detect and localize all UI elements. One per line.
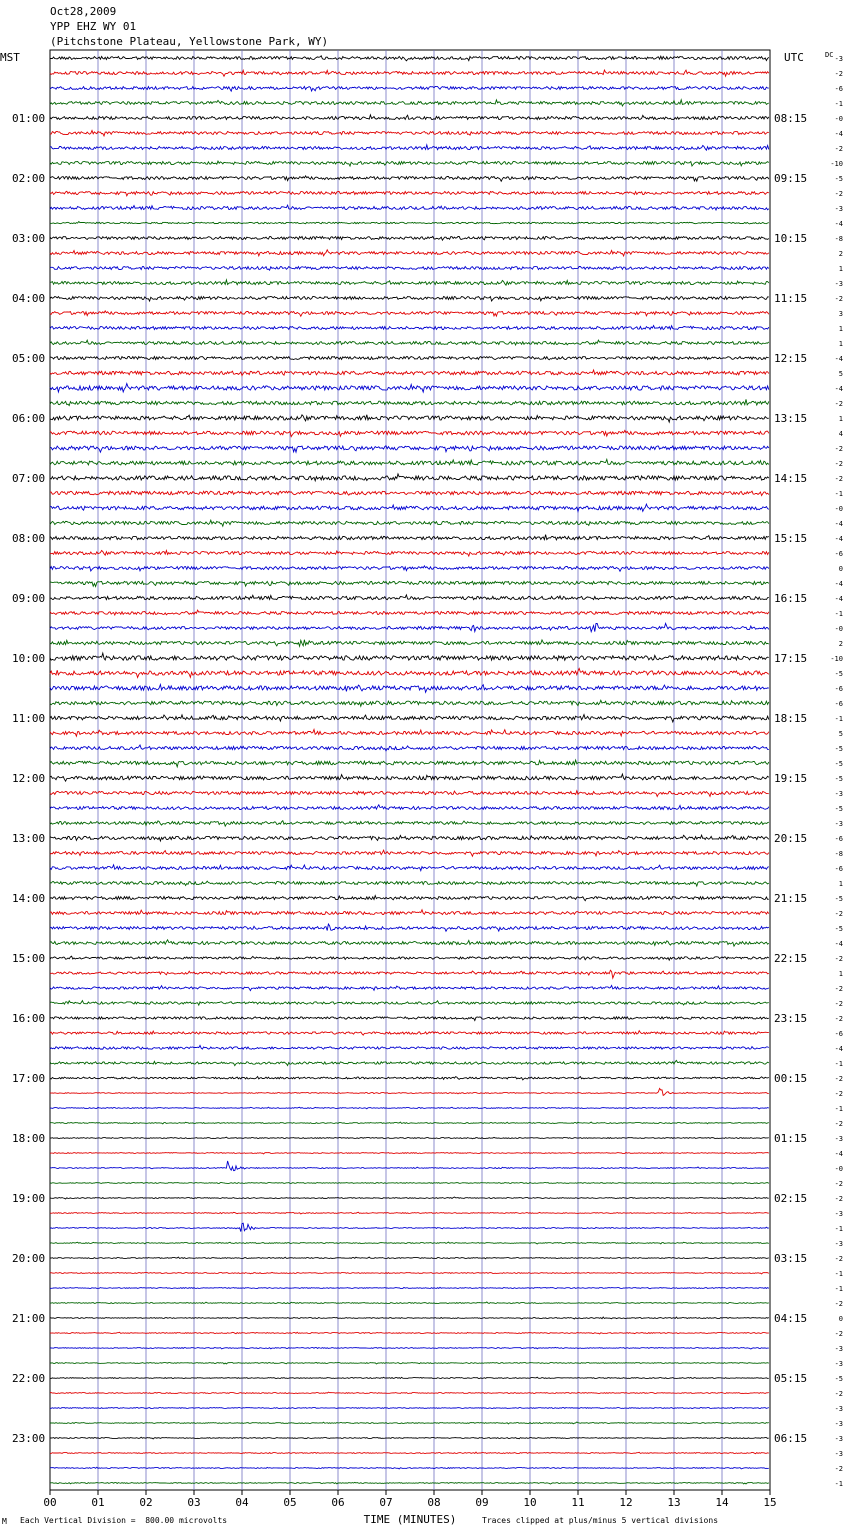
dc-offset-label: -5 <box>834 760 843 768</box>
seismic-trace <box>50 1137 769 1139</box>
dc-offset-label: -3 <box>834 1450 843 1458</box>
dc-offset-label: -2 <box>834 400 843 408</box>
chart-date: Oct28,2009 <box>50 5 117 18</box>
dc-offset-label: -6 <box>834 685 843 693</box>
dc-offset-label: -3 <box>834 790 843 798</box>
dc-offset-label: -5 <box>834 670 843 678</box>
seismic-trace <box>50 610 769 615</box>
dc-offset-label: -3 <box>834 280 843 288</box>
seismic-trace <box>50 1161 769 1171</box>
dc-offset-label: -4 <box>834 130 843 138</box>
seismic-trace <box>50 100 769 106</box>
x-axis-title: TIME (MINUTES) <box>363 1513 457 1526</box>
axis-labels <box>0 51 843 1526</box>
dc-offset-label: -2 <box>834 295 843 303</box>
seismic-trace <box>50 865 769 871</box>
dc-offset-label: -2 <box>834 475 843 483</box>
dc-offset-label: -1 <box>834 1270 843 1278</box>
dc-offset-label: -3 <box>834 1405 843 1413</box>
scale-note: Each Vertical Division = 800.00 microvolts <box>20 1516 228 1525</box>
x-tick-label: 13 <box>667 1496 681 1509</box>
seismic-trace <box>50 1031 769 1035</box>
seismic-trace <box>50 1045 769 1049</box>
seismic-trace <box>50 1152 769 1154</box>
dc-offset-label: 1 <box>838 415 843 423</box>
dc-offset-label: -2 <box>834 1180 843 1188</box>
dc-offset-label: -3 <box>834 55 843 63</box>
mst-hour-label: 04:00 <box>12 292 46 305</box>
dc-offset-label: -2 <box>834 1075 843 1083</box>
x-tick-label: 00 <box>43 1496 57 1509</box>
dc-offset-label: -4 <box>834 535 843 543</box>
dc-offset-label: -4 <box>834 580 843 588</box>
seismic-trace <box>50 176 769 181</box>
dc-offset-label: -5 <box>834 175 843 183</box>
seismic-trace <box>50 881 769 886</box>
dc-offset-label: -2 <box>834 460 843 468</box>
utc-hour-label: 12:15 <box>774 352 808 365</box>
seismic-trace <box>50 145 769 150</box>
dc-offset-label: -1 <box>834 610 843 618</box>
utc-hour-label: 23:15 <box>774 1012 808 1025</box>
mst-hour-label: 06:00 <box>12 412 46 425</box>
seismic-trace <box>50 205 769 210</box>
x-tick-label: 11 <box>571 1496 585 1509</box>
utc-hour-label: 11:15 <box>774 292 808 305</box>
seismic-trace <box>50 1257 769 1259</box>
dc-offset-header: DC <box>825 51 834 59</box>
seismic-trace <box>50 311 769 316</box>
x-tick-label: 14 <box>715 1496 729 1509</box>
dc-offset-label: 4 <box>838 430 843 438</box>
seismic-trace <box>50 535 769 540</box>
mst-hour-label: 05:00 <box>12 352 46 365</box>
dc-offset-label: -4 <box>834 385 843 393</box>
dc-offset-label: -6 <box>834 835 843 843</box>
seismic-trace <box>50 1107 769 1109</box>
seismic-trace <box>50 774 769 781</box>
seismic-trace <box>50 791 769 797</box>
seismic-trace <box>50 1482 769 1484</box>
dc-offset-label: -1 <box>834 1105 843 1113</box>
dc-offset-label: -2 <box>834 1015 843 1023</box>
seismic-trace <box>50 685 769 693</box>
seismic-trace <box>50 1467 769 1469</box>
x-tick-label: 01 <box>91 1496 105 1509</box>
seismic-trace <box>50 566 769 571</box>
seismic-trace <box>50 715 769 722</box>
seismic-trace <box>50 1088 769 1095</box>
seismic-trace <box>50 1017 769 1021</box>
seismic-trace <box>50 1377 769 1378</box>
dc-offset-label: -3 <box>834 820 843 828</box>
utc-hour-label: 21:15 <box>774 892 808 905</box>
mst-hour-label: 14:00 <box>12 892 46 905</box>
mst-hour-label: 03:00 <box>12 232 46 245</box>
dc-offset-label: -6 <box>834 1030 843 1038</box>
dc-offset-label: -2 <box>834 145 843 153</box>
mst-hour-label: 11:00 <box>12 712 46 725</box>
seismic-trace <box>50 340 769 345</box>
seismic-trace <box>50 1272 769 1274</box>
seismic-traces <box>50 56 769 1484</box>
seismic-trace <box>50 267 769 271</box>
seismic-trace <box>50 357 769 360</box>
seismic-trace <box>50 1332 769 1334</box>
seismic-trace <box>50 280 769 285</box>
seismic-trace <box>50 970 769 978</box>
dc-offset-label: -2 <box>834 1195 843 1203</box>
seismic-trace <box>50 459 769 465</box>
seismic-trace <box>50 745 769 751</box>
mst-hour-label: 16:00 <box>12 1012 46 1025</box>
mst-hour-label: 10:00 <box>12 652 46 665</box>
dc-offset-label: -0 <box>834 625 843 633</box>
dc-offset-label: 1 <box>838 970 843 978</box>
dc-offset-label: -4 <box>834 1045 843 1053</box>
seismic-trace <box>50 370 769 376</box>
utc-hour-label: 20:15 <box>774 832 808 845</box>
dc-offset-label: -3 <box>834 1420 843 1428</box>
dc-offset-label: -3 <box>834 1135 843 1143</box>
x-tick-label: 03 <box>187 1496 201 1509</box>
seismic-trace <box>50 1452 769 1454</box>
dc-offset-label: -3 <box>834 1240 843 1248</box>
seismic-trace <box>50 161 769 166</box>
seismic-trace <box>50 1317 769 1319</box>
seismic-trace <box>50 700 769 706</box>
seismic-trace <box>50 1437 769 1439</box>
dc-offset-label: -8 <box>834 235 843 243</box>
seismic-trace <box>50 1363 769 1364</box>
dc-offset-label: -10 <box>830 160 843 168</box>
dc-offset-label: -6 <box>834 865 843 873</box>
x-tick-label: 04 <box>235 1496 249 1509</box>
dc-offset-label: 3 <box>838 310 843 318</box>
seismic-trace <box>50 551 769 557</box>
mst-hour-label: 21:00 <box>12 1312 46 1325</box>
utc-hour-label: 05:15 <box>774 1372 808 1385</box>
seismic-trace <box>50 910 769 915</box>
seismic-trace <box>50 805 769 810</box>
seismic-trace <box>50 131 769 136</box>
seismic-trace <box>50 640 769 647</box>
dc-offset-label: -6 <box>834 550 843 558</box>
seismic-trace <box>50 1422 769 1424</box>
clip-note: Traces clipped at plus/minus 5 vertical divisions <box>482 1516 719 1525</box>
utc-hour-label: 19:15 <box>774 772 808 785</box>
seismic-trace <box>50 896 769 901</box>
dc-offset-label: -0 <box>834 1165 843 1173</box>
dc-offset-label: -4 <box>834 220 843 228</box>
seismic-trace <box>50 326 769 330</box>
dc-offset-label: -4 <box>834 355 843 363</box>
seismic-trace <box>50 986 769 991</box>
seismic-trace <box>50 504 769 511</box>
x-tick-label: 09 <box>475 1496 489 1509</box>
dc-offset-label: -3 <box>834 1360 843 1368</box>
dc-offset-label: 1 <box>838 325 843 333</box>
dc-offset-label: -0 <box>834 505 843 513</box>
seismic-trace <box>50 1287 769 1289</box>
dc-offset-label: -5 <box>834 1375 843 1383</box>
x-tick-label: 08 <box>427 1496 441 1509</box>
dc-offset-label: -2 <box>834 1300 843 1308</box>
seismic-trace <box>50 940 769 946</box>
dc-offset-label: 1 <box>838 880 843 888</box>
dc-offset-label: -5 <box>834 775 843 783</box>
utc-hour-label: 02:15 <box>774 1192 808 1205</box>
dc-offset-label: -10 <box>830 655 843 663</box>
seismic-trace <box>50 384 769 393</box>
corner-mark: M <box>2 1517 7 1526</box>
left-axis-label: MST <box>0 51 20 64</box>
seismic-trace <box>50 623 769 631</box>
seismic-trace <box>50 237 769 241</box>
seismic-trace <box>50 924 769 931</box>
seismic-trace <box>50 1242 769 1244</box>
dc-offset-label: -6 <box>834 700 843 708</box>
seismic-trace <box>50 222 769 224</box>
seismic-trace <box>50 399 769 405</box>
dc-offset-label: 0 <box>838 565 843 573</box>
utc-hour-label: 08:15 <box>774 112 808 125</box>
x-tick-label: 02 <box>139 1496 153 1509</box>
dc-offset-label: -0 <box>834 115 843 123</box>
utc-hour-label: 15:15 <box>774 532 808 545</box>
dc-offset-label: 5 <box>838 730 843 738</box>
dc-offset-label: -4 <box>834 595 843 603</box>
x-tick-label: 07 <box>379 1496 393 1509</box>
seismic-trace <box>50 297 769 302</box>
dc-offset-label: -5 <box>834 925 843 933</box>
dc-offset-label: -2 <box>834 190 843 198</box>
seismic-trace <box>50 70 769 76</box>
dc-offset-label: -3 <box>834 1345 843 1353</box>
seismic-trace <box>50 415 769 422</box>
x-tick-label: 06 <box>331 1496 345 1509</box>
dc-offset-label: -5 <box>834 895 843 903</box>
dc-offset-label: -2 <box>834 445 843 453</box>
utc-hour-label: 09:15 <box>774 172 808 185</box>
dc-offset-label: -1 <box>834 715 843 723</box>
chart-location: (Pitchstone Plateau, Yellowstone Park, WY) <box>50 35 329 48</box>
seismic-trace <box>50 1223 769 1231</box>
mst-hour-label: 07:00 <box>12 472 46 485</box>
dc-offset-label: -1 <box>834 1225 843 1233</box>
dc-offset-label: -4 <box>834 940 843 948</box>
mst-hour-label: 20:00 <box>12 1252 46 1265</box>
utc-hour-label: 18:15 <box>774 712 808 725</box>
seismic-trace <box>50 1001 769 1006</box>
dc-offset-label: -4 <box>834 1150 843 1158</box>
dc-offset-label: -6 <box>834 85 843 93</box>
seismic-trace <box>50 653 769 660</box>
seismic-trace <box>50 250 769 256</box>
dc-offset-label: 0 <box>838 1315 843 1323</box>
mst-hour-label: 23:00 <box>12 1432 46 1445</box>
utc-hour-label: 17:15 <box>774 652 808 665</box>
seismic-trace <box>50 474 769 481</box>
mst-hour-label: 15:00 <box>12 952 46 965</box>
dc-offset-label: -5 <box>834 745 843 753</box>
mst-hour-label: 18:00 <box>12 1132 46 1145</box>
dc-offset-label: -4 <box>834 520 843 528</box>
utc-hour-label: 22:15 <box>774 952 808 965</box>
utc-hour-label: 03:15 <box>774 1252 808 1265</box>
seismic-trace <box>50 87 769 92</box>
dc-offset-label: -1 <box>834 1060 843 1068</box>
mst-hour-label: 17:00 <box>12 1072 46 1085</box>
seismic-trace <box>50 669 769 678</box>
dc-offset-label: -1 <box>834 490 843 498</box>
right-axis-label: UTC <box>784 51 804 64</box>
dc-offset-label: -8 <box>834 850 843 858</box>
seismic-trace <box>50 115 769 120</box>
mst-hour-label: 12:00 <box>12 772 46 785</box>
seismic-trace <box>50 1182 769 1184</box>
seismic-trace <box>50 821 769 826</box>
seismic-trace <box>50 1408 769 1409</box>
seismic-trace <box>50 581 769 586</box>
dc-offset-label: -2 <box>834 985 843 993</box>
dc-offset-label: -2 <box>834 1330 843 1338</box>
seismic-trace <box>50 1122 769 1124</box>
dc-offset-label: 2 <box>838 250 843 258</box>
x-tick-label: 05 <box>283 1496 297 1509</box>
mst-hour-label: 19:00 <box>12 1192 46 1205</box>
seismic-trace <box>50 1347 769 1349</box>
x-tick-label: 12 <box>619 1496 633 1509</box>
seismic-trace <box>50 520 769 526</box>
dc-offset-label: -1 <box>834 1480 843 1488</box>
seismic-trace <box>50 1060 769 1065</box>
seismic-trace <box>50 1197 769 1199</box>
dc-offset-label: -2 <box>834 1090 843 1098</box>
seismic-trace <box>50 1212 769 1214</box>
dc-offset-label: 1 <box>838 265 843 273</box>
utc-hour-label: 04:15 <box>774 1312 808 1325</box>
utc-hour-label: 06:15 <box>774 1432 808 1445</box>
dc-offset-label: -2 <box>834 1120 843 1128</box>
dc-offset-label: -2 <box>834 1255 843 1263</box>
dc-offset-label: 5 <box>838 370 843 378</box>
seismic-trace <box>50 1392 769 1394</box>
plot-frame <box>50 50 770 1490</box>
seismic-trace <box>50 491 769 495</box>
seismic-trace <box>50 595 769 600</box>
mst-hour-label: 22:00 <box>12 1372 46 1385</box>
mst-hour-label: 13:00 <box>12 832 46 845</box>
dc-offset-label: -5 <box>834 805 843 813</box>
mst-hour-label: 09:00 <box>12 592 46 605</box>
seismic-trace <box>50 956 769 960</box>
dc-offset-label: -2 <box>834 70 843 78</box>
dc-offset-label: -3 <box>834 205 843 213</box>
dc-offset-label: -2 <box>834 1465 843 1473</box>
utc-hour-label: 16:15 <box>774 592 808 605</box>
seismic-trace <box>50 56 769 61</box>
dc-offset-label: 2 <box>838 640 843 648</box>
seismic-trace <box>50 835 769 841</box>
mst-hour-label: 08:00 <box>12 532 46 545</box>
mst-hour-label: 01:00 <box>12 112 46 125</box>
dc-offset-label: 1 <box>838 340 843 348</box>
utc-hour-label: 00:15 <box>774 1072 808 1085</box>
seismic-trace <box>50 191 769 196</box>
dc-offset-label: -3 <box>834 1435 843 1443</box>
seismic-trace <box>50 730 769 737</box>
seismic-trace <box>50 446 769 453</box>
dc-offset-label: -1 <box>834 100 843 108</box>
seismic-trace <box>50 1077 769 1080</box>
seismic-trace <box>50 760 769 767</box>
dc-offset-label: -1 <box>834 1285 843 1293</box>
x-tick-label: 10 <box>523 1496 537 1509</box>
dc-offset-label: -3 <box>834 1210 843 1218</box>
utc-hour-label: 13:15 <box>774 412 808 425</box>
dc-offset-label: -2 <box>834 910 843 918</box>
mst-hour-label: 02:00 <box>12 172 46 185</box>
seismic-trace <box>50 1302 769 1303</box>
chart-station: YPP EHZ WY 01 <box>50 20 137 33</box>
utc-hour-label: 14:15 <box>774 472 808 485</box>
utc-hour-label: 10:15 <box>774 232 808 245</box>
dc-offset-label: -2 <box>834 1000 843 1008</box>
seismic-trace <box>50 431 769 437</box>
utc-hour-label: 01:15 <box>774 1132 808 1145</box>
seismic-trace <box>50 850 769 856</box>
dc-offset-label: -2 <box>834 1390 843 1398</box>
dc-offset-label: -2 <box>834 955 843 963</box>
x-tick-label: 15 <box>763 1496 777 1509</box>
